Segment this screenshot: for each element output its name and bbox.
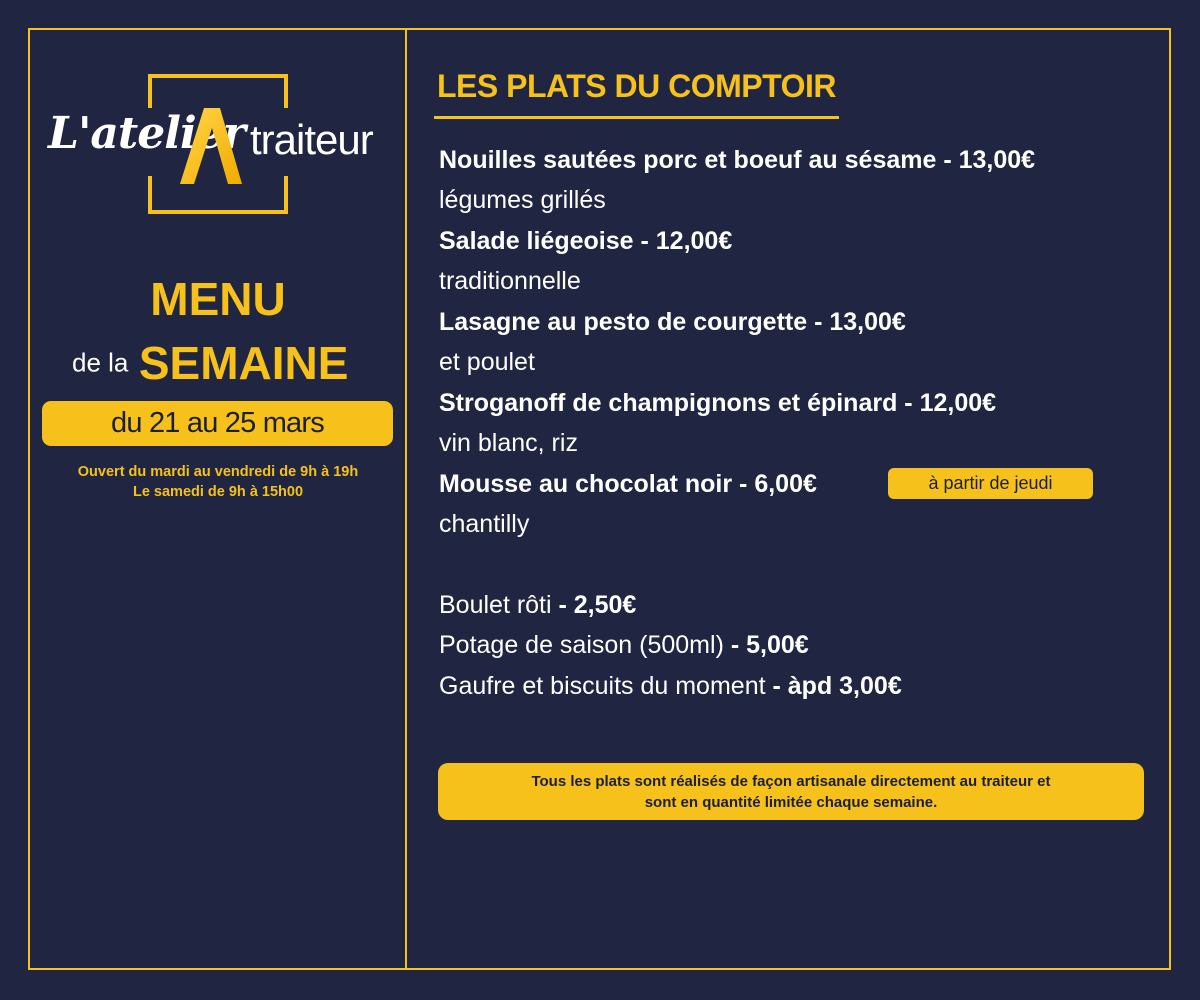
logo-caret-icon: [178, 106, 242, 186]
extra-name: Potage de saison (500ml): [439, 631, 724, 659]
dish-name: Lasagne au pesto de courgette - 13,00€: [439, 308, 906, 336]
artisanal-note: [438, 763, 1144, 820]
date-range-badge: du 21 au 25 mars: [42, 401, 393, 446]
logo-text-traiteur: traiteur: [250, 116, 373, 163]
note-line: Tous les plats sont réalisés de façon artisanale directement au traiteur et: [531, 772, 1051, 790]
dish-desc: chantilly: [439, 510, 530, 538]
section-underline: [434, 116, 839, 119]
dish-name: Stroganoff de champignons et épinard - 12,00€: [439, 389, 997, 417]
extra-item: [439, 591, 636, 620]
dish-desc: légumes grillés: [439, 186, 606, 214]
menu-title: MENU: [150, 273, 286, 325]
hours-saturday: Le samedi de 9h à 15h00: [132, 484, 304, 500]
menu-semaine: SEMAINE: [138, 337, 349, 389]
extra-price: - àpd 3,00€: [765, 672, 902, 700]
dish-desc: vin blanc, riz: [439, 429, 578, 457]
note-line: sont en quantité limitée chaque semaine.: [644, 793, 938, 811]
hours-weekday: Ouvert du mardi au vendredi de 9h à 19h: [77, 464, 359, 480]
extra-price: - 2,50€: [551, 591, 637, 619]
section-title: LES PLATS DU COMPTOIR: [437, 68, 836, 104]
menu-de-la: de la: [72, 347, 129, 378]
dish-name: Salade liégeoise - 12,00€: [439, 227, 733, 255]
availability-badge: à partir de jeudi: [888, 468, 1093, 499]
column-divider: [405, 28, 407, 970]
extra-name: Boulet rôti: [439, 591, 552, 619]
dish-name: Mousse au chocolat noir - 6,00€: [439, 470, 817, 498]
extra-price: - 5,00€: [723, 631, 809, 659]
extra-item: [439, 631, 809, 660]
extra-item: [439, 672, 902, 701]
logo-text-atelier: L'atelier: [48, 108, 245, 159]
dish-desc: traditionnelle: [439, 267, 581, 295]
menu-subtitle: [72, 336, 348, 390]
extra-name: Gaufre et biscuits du moment: [439, 672, 766, 700]
opening-hours: [36, 462, 400, 502]
dish-name: Nouilles sautées porc et boeuf au sésame - 13,00€: [439, 146, 1036, 174]
dish-desc: et poulet: [439, 348, 535, 376]
